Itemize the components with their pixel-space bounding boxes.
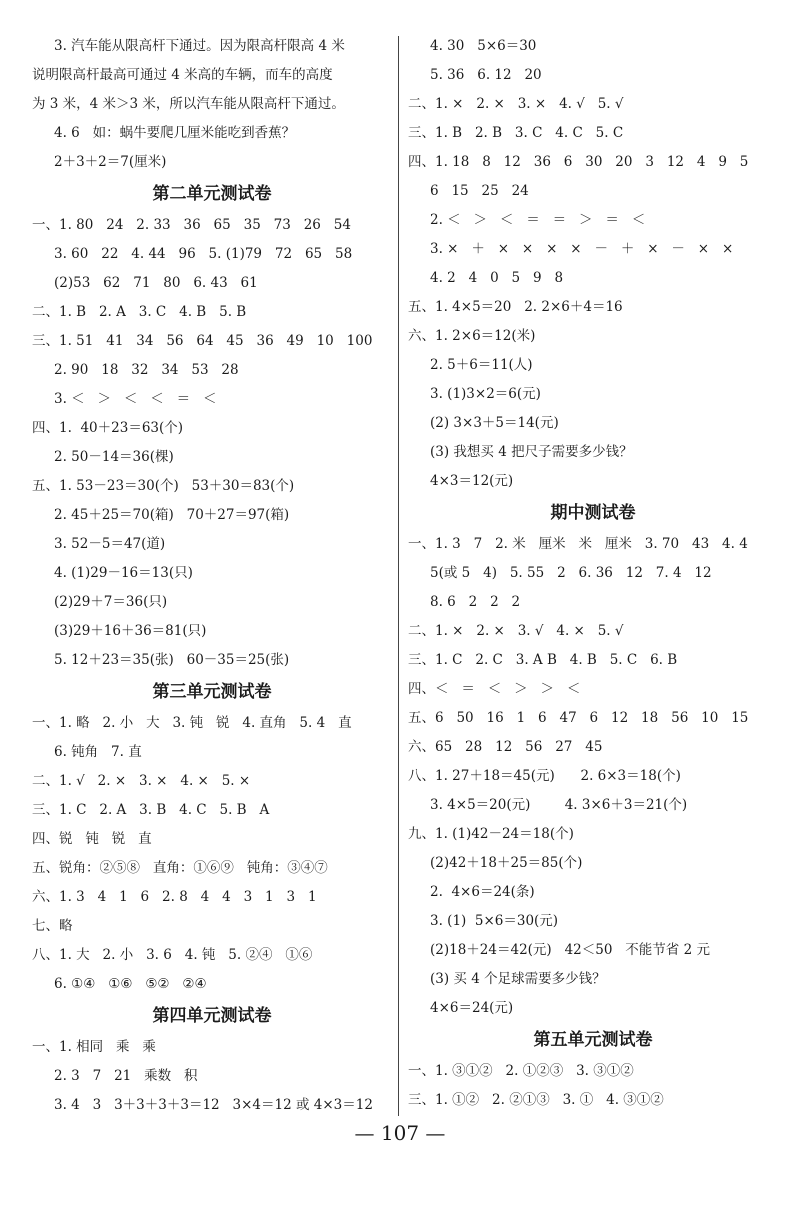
answer-line: 九、1. (1)42－24＝18(个) — [408, 826, 574, 842]
answer-line: 4. 2 4 0 5 9 8 — [430, 270, 564, 286]
answer-line: 3. (1)3×2＝6(元) — [430, 386, 541, 402]
answer-line: 2. 4×6＝24(条) — [430, 884, 535, 900]
answer-line: (3) 我想买 4 把尺子需要多少钱？ — [430, 444, 633, 460]
answer-line: 3. 60 22 4. 44 96 5. (1)79 72 65 58 — [54, 246, 353, 262]
answer-line: 八、1. 大 2. 小 3. 6 4. 钝 5. ②④ ①⑥ — [32, 947, 313, 963]
section-title: 第五单元测试卷 — [533, 1030, 653, 1050]
section-title: 期中测试卷 — [550, 503, 636, 523]
answer-line: 3. 4 3 3＋3＋3＋3＝12 3×4＝12 或 4×3＝12 — [54, 1097, 373, 1113]
answer-line: 4. 6 如：蜗牛要爬几厘米能吃到香蕉？ — [54, 125, 296, 141]
answer-line: 3. 4×5＝20(元) 4. 3×6＋3＝21(个) — [430, 797, 688, 813]
answer-line: 3. 52－5＝47(道) — [54, 536, 166, 552]
answer-line: 二、1. √ 2. × 3. × 4. × 5. × — [32, 773, 251, 789]
answer-line: 六、1. 3 4 1 6 2. 8 4 4 3 1 3 1 — [32, 889, 317, 905]
answer-line: (2)42＋18＋25＝85(个) — [430, 855, 583, 871]
answer-line: 一、1. 相同 乘 乘 — [32, 1039, 156, 1055]
answer-line: 5. 12＋23＝35(张) 60－35＝25(张) — [54, 652, 290, 668]
answer-line: 三、1. ①② 2. ②①③ 3. ① 4. ③①② — [408, 1092, 664, 1108]
answer-line: 一、1. ③①② 2. ①②③ 3. ③①② — [408, 1063, 634, 1079]
answer-line: 3. ＜ ＞ ＜ ＜ ＝ ＜ — [54, 391, 217, 407]
answer-line: 3. 汽车能从限高杆下通过。因为限高杆限高 4 米 — [54, 38, 345, 54]
answer-line: 六、1. 2×6＝12(米) — [408, 328, 536, 344]
answer-line: 五、6 50 16 1 6 47 6 12 18 56 10 15 — [408, 710, 749, 726]
answer-line: 六、65 28 12 56 27 45 — [408, 739, 603, 755]
answer-line: 三、1. B 2. B 3. C 4. C 5. C — [408, 125, 624, 141]
answer-line: 一、1. 略 2. 小 大 3. 钝 锐 4. 直角 5. 4 直 — [32, 715, 352, 731]
answer-line: 4. (1)29－16＝13(只) — [54, 565, 193, 581]
answer-line: 6. 钝角 7. 直 — [54, 744, 142, 760]
answer-line: 三、1. C 2. C 3. A B 4. B 5. C 6. B — [408, 652, 678, 668]
section-title: 第二单元测试卷 — [152, 184, 272, 204]
answer-line: 3. (1) 5×6＝30(元) — [430, 913, 559, 929]
answer-line: (3)29＋16＋36＝81(只) — [54, 623, 207, 639]
answer-line: 8. 6 2 2 2 — [430, 594, 521, 610]
answer-line: 三、1. C 2. A 3. B 4. C 5. B A — [32, 802, 270, 818]
section-title: 第四单元测试卷 — [152, 1006, 272, 1026]
answer-line: (2)18＋24＝42(元) 42＜50 不能节省 2 元 — [430, 942, 710, 958]
answer-line: 2. 3 7 21 乘数 积 — [54, 1068, 198, 1084]
answer-line: 二、1. × 2. × 3. √ 4. × 5. √ — [408, 623, 624, 639]
answer-line: 4. 30 5×6＝30 — [430, 38, 537, 54]
answer-line: 6. ①④ ①⑥ ⑤② ②④ — [54, 976, 207, 992]
answer-line: 2. ＜ ＞ ＜ ＝ ＝ ＞ ＝ ＜ — [430, 212, 646, 228]
answer-line: 二、1. B 2. A 3. C 4. B 5. B — [32, 304, 247, 320]
answer-line: (3) 买 4 个足球需要多少钱？ — [430, 971, 606, 987]
answer-line: 一、1. 3 7 2. 米 厘米 米 厘米 3. 70 43 4. 4 — [408, 536, 748, 552]
answer-line: 2＋3＋2＝7(厘米) — [54, 154, 167, 170]
answer-line: 为 3 米，4 米＞3 米，所以汽车能从限高杆下通过。 — [32, 96, 345, 112]
answer-line: 五、1. 4×5＝20 2. 2×6＋4＝16 — [408, 299, 623, 315]
answer-line: 4×6＝24(元) — [430, 1000, 514, 1016]
answer-line: 5(或 5 4) 5. 55 2 6. 36 12 7. 4 12 — [430, 565, 712, 581]
column-divider — [398, 36, 399, 1116]
answer-line: 三、1. 51 41 34 56 64 45 36 49 10 100 — [32, 333, 373, 349]
answer-line: 说明限高杆最高可通过 4 米高的车辆，而车的高度 — [32, 67, 333, 83]
answer-line: 2. 90 18 32 34 53 28 — [54, 362, 239, 378]
section-title: 第三单元测试卷 — [152, 682, 272, 702]
left-column — [32, 32, 392, 1120]
answer-line: 四、锐 钝 锐 直 — [32, 831, 152, 847]
right-column — [408, 32, 778, 1115]
answer-line: (2)53 62 71 80 6. 43 61 — [54, 275, 258, 291]
answer-line: (2)29＋7＝36(只) — [54, 594, 168, 610]
answer-line: 四、＜ ＝ ＜ ＞ ＞ ＜ — [408, 681, 581, 697]
answer-line: (2) 3×3＋5＝14(元) — [430, 415, 559, 431]
answer-line: 二、1. × 2. × 3. × 4. √ 5. √ — [408, 96, 624, 112]
answer-line: 3. × ＋ × × × × － ＋ × － × × — [430, 241, 734, 257]
answer-line: 七、略 — [32, 918, 73, 934]
answer-line: 四、1. 40＋23＝63(个) — [32, 420, 184, 436]
answer-line: 5. 36 6. 12 20 — [430, 67, 542, 83]
answer-line: 4×3＝12(元) — [430, 473, 514, 489]
answer-line: 八、1. 27＋18＝45(元) 2. 6×3＝18(个) — [408, 768, 681, 784]
answer-line: 五、1. 53－23＝30(个) 53＋30＝83(个) — [32, 478, 295, 494]
answer-line: 一、1. 80 24 2. 33 36 65 35 73 26 54 — [32, 217, 351, 233]
answer-line: 五、锐角：②⑤⑧ 直角：①⑥⑨ 钝角：③④⑦ — [32, 860, 328, 876]
answer-line: 6 15 25 24 — [430, 183, 529, 199]
answer-line: 2. 50－14＝36(棵) — [54, 449, 174, 465]
answer-line: 2. 45＋25＝70(箱) 70＋27＝97(箱) — [54, 507, 290, 523]
answer-line: 四、1. 18 8 12 36 6 30 20 3 12 4 9 5 — [408, 154, 749, 170]
answer-line: 2. 5＋6＝11(人) — [430, 357, 533, 373]
page-number: — 107 — — [354, 1121, 446, 1145]
